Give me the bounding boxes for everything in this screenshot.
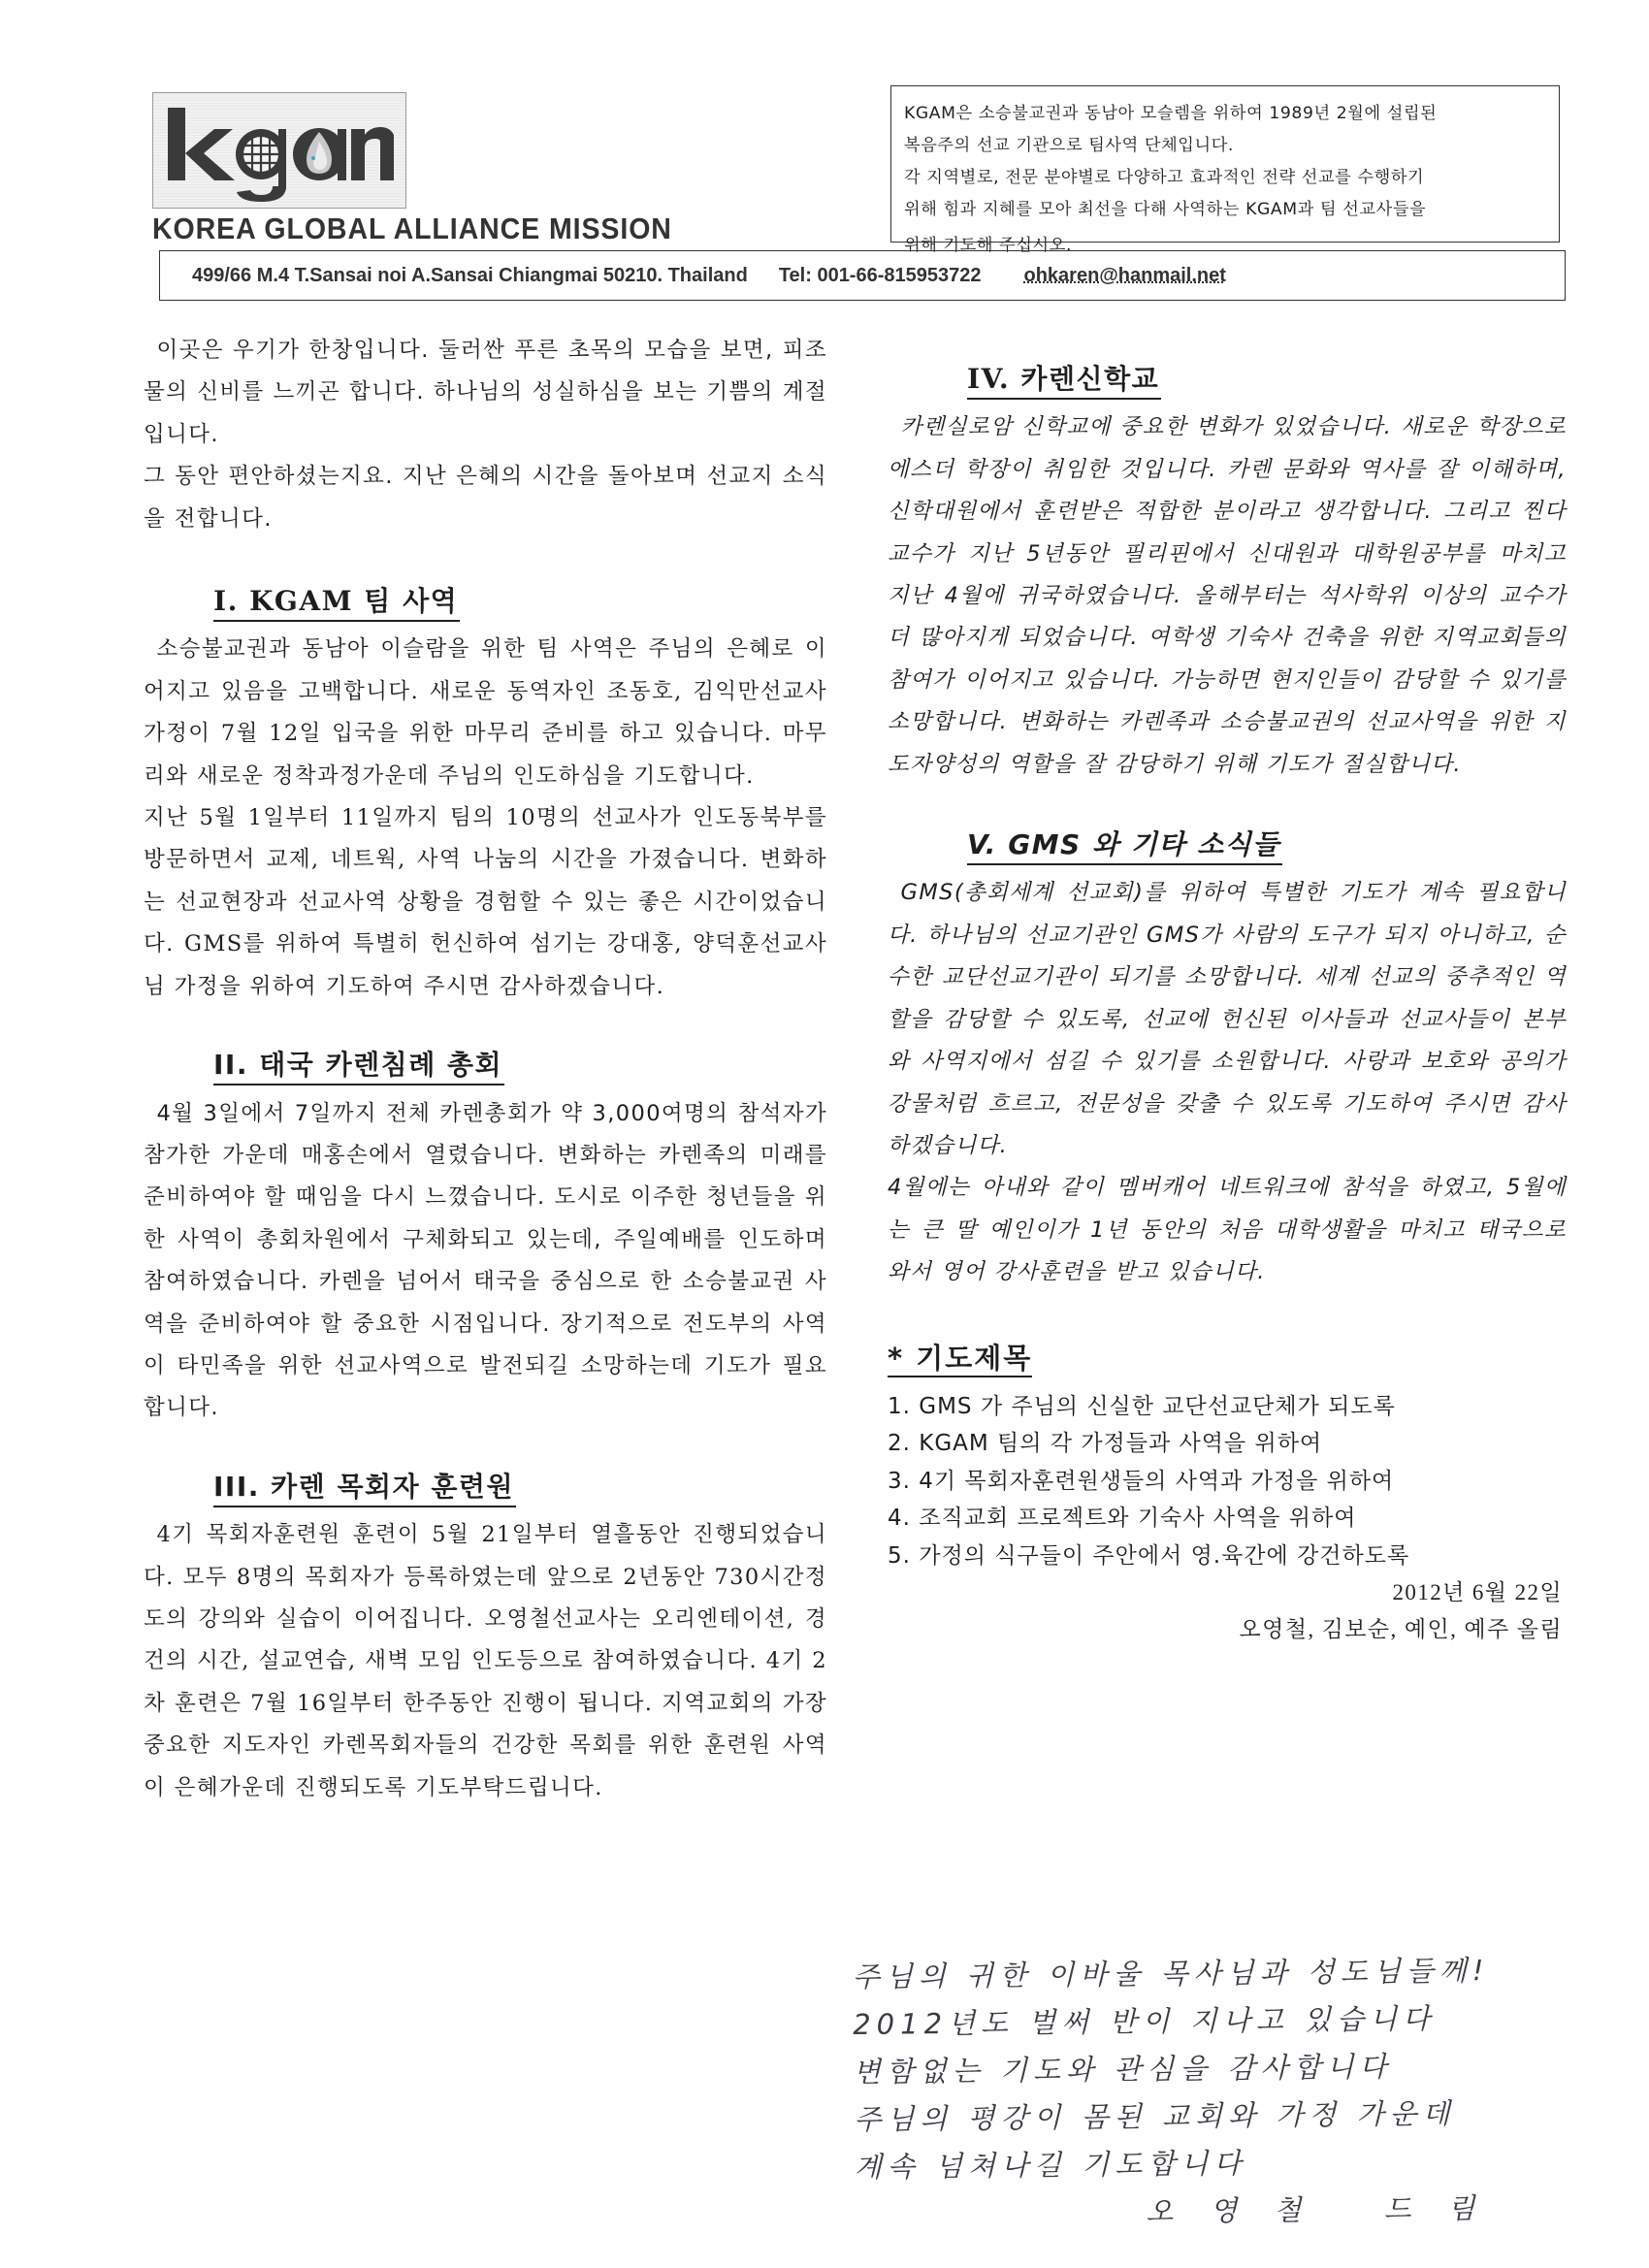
left-column — [144, 330, 827, 1809]
handwritten-line: 변함없는 기도와 관심을 감사합니다 — [853, 2050, 1393, 2089]
intro-line: 위해 기도해 주십시오. — [904, 236, 1073, 255]
postal-address: 499/66 M.4 T.Sansai noi A.Sansai Chiangmai 50210. Thailand — [192, 264, 748, 286]
handwritten-signature: 오영철 드림 — [1146, 2190, 1512, 2228]
section-heading-4 — [888, 361, 1567, 403]
mission-intro-box — [890, 85, 1560, 255]
section-body-2 — [144, 1093, 827, 1430]
letter-date: 2012년 6월 22일 — [1392, 1580, 1563, 1605]
prayer-item: 3. 4기 목회자훈련원생들의 사역과 가정을 위하여 — [888, 1468, 1395, 1494]
section-body-5 — [888, 872, 1567, 1293]
body-paragraph: 4월에는 아내와 같이 멤버캐어 네트워크에 참석을 하였고, 5월에는 큰 딸 예인이가 1년 동안의 처음 대학생활을 마치고 태국으로 와서 영어 강사훈련을 받고 있습니다. — [888, 1175, 1567, 1285]
section-title: V. GMS 와 기타 소식들 — [967, 827, 1282, 865]
prayer-item: 2. KGAM 팀의 각 가정들과 사역을 위하여 — [888, 1431, 1323, 1457]
intro-line: KGAM은 소승불교권과 동남아 모슬렘을 위하여 1989년 2월에 설립된 — [904, 104, 1438, 123]
body-paragraph: 지난 5월 1일부터 11일까지 팀의 10명의 선교사가 인도동북부를 방문하면서 교제, 네트웍, 사역 나눔의 시간을 가졌습니다. 변화하는 선교현장과 선교사역 상황을 경험할 수 있는 좋은 시간이었습니다. GMS를 위하여 특별히 헌신하여 섬기는 강대홍, 양덕훈선교사님 가정을 위하여 기도하여 주시면 감사하겠습니다. — [144, 805, 827, 999]
handwritten-line: 계속 넘쳐나길 기도합니다 — [854, 2146, 1247, 2184]
prayer-title: * 기도제목 — [888, 1341, 1032, 1377]
body-paragraph: 4기 목회자훈련원 훈련이 5월 21일부터 열흘동안 진행되었습니다. 모두 8명의 목회자가 등록하였는데 앞으로 2년동안 730시간정도의 강의와 실습이 이어집니다. 오영철선교사는 오리엔테이션, 경건의 시간, 설교연습, 새벽 모임 인도등으로 참여하였습니다. 4기 2차 훈련은 7월 16일부터 한주동안 진행이 됩니다. 지역교회의 가장 중요한 지도자인 카렌목회자들의 건강한 목회를 위한 훈련원 사역이 은혜가운데 진행되도록 기도부탁드립니다. — [144, 1522, 827, 1800]
section-body-1 — [144, 629, 827, 1008]
handwritten-line: 주님의 평강이 몸된 교회와 가정 가운데 — [854, 2096, 1456, 2136]
globe-icon — [236, 129, 286, 202]
section-heading-5 — [888, 826, 1567, 868]
contact-bar — [159, 250, 1566, 301]
intro-line: 각 지역별로, 전문 분야별로 다양하고 효과적인 전략 선교를 수행하기 — [904, 168, 1425, 187]
water-drop-icon — [293, 128, 346, 180]
prayer-item: 5. 가정의 식구들이 주안에서 영.육간에 강건하도록 — [888, 1542, 1410, 1569]
section-title: IV. 카렌신학교 — [967, 362, 1161, 400]
body-paragraph: GMS(총회세계 선교회)를 위하여 특별한 기도가 계속 필요합니다. 하나님의 선교기관인 GMS가 사람의 도구가 되지 아니하고, 순수한 교단선교기관이 되기를 소망합니다. 세계 선교의 중추적인 역할을 감당할 수 있도록, 선교에 헌신된 이사들과 선교사들이 본부와 사역지에서 섬길 수 있기를 소원합니다. 사랑과 보호와 공의가 강물처럼 흐르고, 전문성을 갖출 수 있도록 기도하여 주시면 감사하겠습니다. — [888, 880, 1567, 1158]
section-heading-2 — [144, 1047, 827, 1088]
opening-paragraph: 이곳은 우기가 한창입니다. 둘러싼 푸른 초목의 모습을 보면, 피조물의 신비를 느끼곤 합니다. 하나님의 성실하심을 보는 기쁨의 계절입니다. — [144, 338, 827, 447]
handwritten-line: 주님의 귀한 이바울 목사님과 성도님들께! — [852, 1954, 1490, 1993]
section-body-4 — [888, 406, 1567, 786]
section-heading-1 — [144, 583, 827, 625]
org-name: KOREA GLOBAL ALLIANCE MISSION — [152, 211, 672, 245]
section-body-3 — [144, 1514, 827, 1809]
prayer-item: 4. 조직교회 프로젝트와 기숙사 사역을 위하여 — [888, 1506, 1357, 1532]
intro-line: 복음주의 선교 기관으로 팀사역 단체입니다. — [904, 136, 1234, 155]
prayer-requests — [888, 1341, 1567, 1575]
section-heading-3 — [144, 1469, 827, 1510]
phone-number: Tel: 001-66-815953722 — [778, 264, 982, 286]
body-paragraph: 카렌실로암 신학교에 중요한 변화가 있었습니다. 새로운 학장으로 에스더 학장이 취임한 것입니다. 카렌 문화와 역사를 잘 이해하며, 신학대원에서 훈련받은 적합한 분이라고 생각합니다. 그리고 찐다 교수가 지난 5년동안 필리핀에서 신대원과 대학원공부를 마치고 지난 4월에 귀국하였습니다. 올해부터는 석사학위 이상의 교수가 더 많아지게 되었습니다. 여학생 기숙사 건축을 위한 지역교회들의 참여가 이어지고 있습니다. 가능하면 현지인들이 감당할 수 있기를 소망합니다. 변화하는 카렌족과 소승불교권의 선교사역을 위한 지도자양성의 역할을 잘 감당하기 위해 기도가 절실합니다. — [888, 414, 1567, 777]
section-title: III. 카렌 목회자 훈련원 — [213, 1470, 516, 1507]
section-title: II. 태국 카렌침례 총회 — [213, 1048, 504, 1085]
email-link[interactable]: ohkaren@hanmail.net — [1023, 264, 1226, 286]
intro-line: 위해 힘과 지혜를 모아 최선을 다해 사역하는 KGAM과 팀 선교사들을 — [904, 200, 1427, 219]
section-title: I. KGAM 팀 사역 — [213, 584, 460, 622]
body-paragraph: 소승불교권과 동남아 이슬람을 위한 팀 사역은 주님의 은혜로 이어지고 있음을 고백합니다. 새로운 동역자인 조동호, 김익만선교사 가정이 7월 12일 입국을 위한 마무리 준비를 하고 있습니다. 마무리와 새로운 정착과정가운데 주님의 인도하심을 기도합니다. — [144, 636, 827, 789]
kgam-logo — [152, 92, 406, 209]
kgam-logo-mark — [161, 97, 399, 204]
opening-paragraph: 그 동안 편안하셨는지요. 지난 은혜의 시간을 돌아보며 선교지 소식을 전합니다. — [144, 464, 827, 532]
body-paragraph: 4월 3일에서 7일까지 전체 카렌총회가 약 3,000여명의 참석자가 참가한 가운데 매홍손에서 열렸습니다. 변화하는 카렌족의 미래를 준비하여야 할 때임을 다시 느꼈습니다. 도시로 이주한 청년들을 위한 사역이 총회차원에서 구체화되고 있는데, 주일예배를 인도하며 참여하였습니다. 카렌을 넘어서 태국을 중심으로 한 소승불교권 사역을 준비하여야 할 중요한 시점입니다. 장기적으로 전도부의 사역이 타민족을 위한 선교사역으로 발전되길 소망하는데 기도가 필요합니다. — [144, 1100, 827, 1421]
prayer-item: 1. GMS 가 주님의 신실한 교단선교단체가 되도록 — [888, 1393, 1396, 1419]
letter-signers: 오영철, 김보순, 예인, 예주 올림 — [1239, 1617, 1563, 1642]
right-column — [888, 361, 1567, 1648]
prayer-list — [888, 1388, 1567, 1575]
handwritten-note — [852, 1946, 1592, 2239]
handwritten-line: 2012년도 벌써 반이 지나고 있습니다 — [853, 2001, 1437, 2041]
